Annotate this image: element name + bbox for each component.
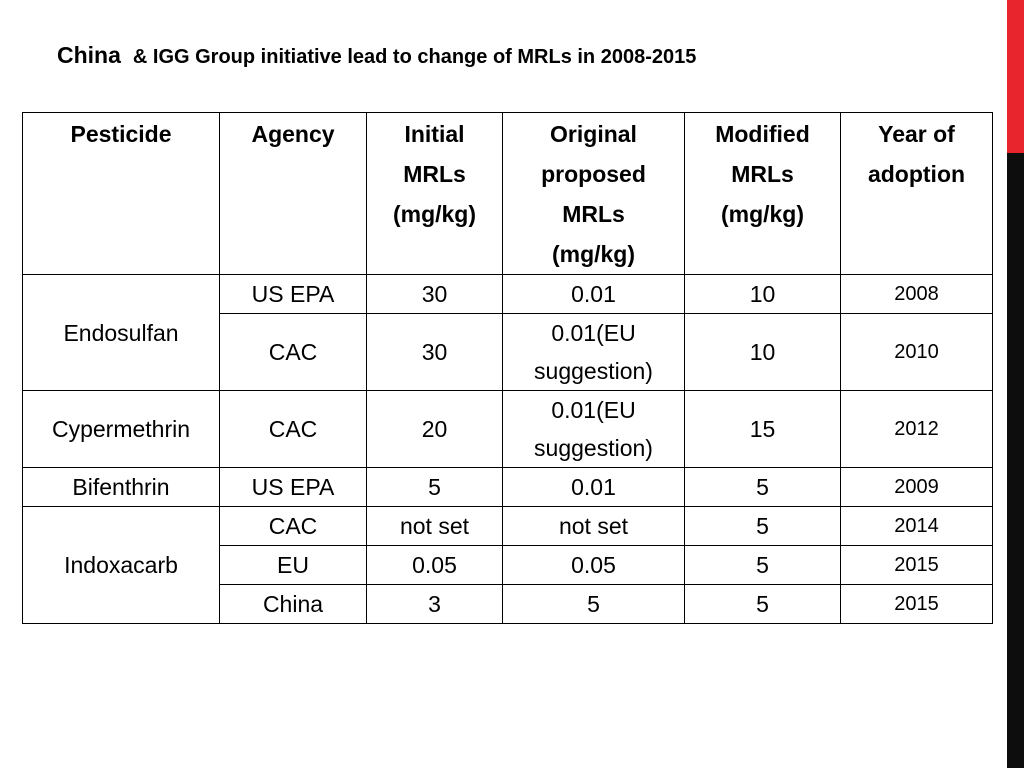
initial-mrl-cell: 30	[367, 314, 503, 391]
agency-cell: CAC	[220, 391, 367, 468]
modified-mrl-cell: 15	[685, 391, 841, 468]
original-mrl-cell: not set	[503, 507, 685, 546]
header-pesticide: Pesticide	[23, 113, 220, 275]
agency-cell: US EPA	[220, 468, 367, 507]
pesticide-cell: Bifenthrin	[23, 468, 220, 507]
modified-mrl-cell: 10	[685, 275, 841, 314]
year-cell: 2010	[841, 314, 993, 391]
initial-mrl-cell: 30	[367, 275, 503, 314]
table-row	[23, 468, 993, 507]
original-mrl-cell: 5	[503, 585, 685, 624]
year-cell: 2008	[841, 275, 993, 314]
original-mrl-cell: 0.01(EU suggestion)	[503, 391, 685, 468]
year-cell: 2015	[841, 585, 993, 624]
header-agency: Agency	[220, 113, 367, 275]
modified-mrl-cell: 10	[685, 314, 841, 391]
modified-mrl-cell: 5	[685, 546, 841, 585]
header-row	[23, 113, 993, 275]
initial-mrl-cell: 3	[367, 585, 503, 624]
modified-mrl-cell: 5	[685, 468, 841, 507]
year-cell: 2012	[841, 391, 993, 468]
table-row	[23, 275, 993, 314]
header-original-proposed-mrls: Original proposed MRLs (mg/kg)	[503, 113, 685, 275]
modified-mrl-cell: 5	[685, 585, 841, 624]
pesticide-cell: Cypermethrin	[23, 391, 220, 468]
table-row	[23, 391, 993, 468]
mrl-table	[22, 112, 993, 624]
original-mrl-cell: 0.05	[503, 546, 685, 585]
title-first-word: China	[57, 42, 121, 68]
header-modified-mrls: Modified MRLs (mg/kg)	[685, 113, 841, 275]
initial-mrl-cell: not set	[367, 507, 503, 546]
agency-cell: CAC	[220, 314, 367, 391]
initial-mrl-cell: 20	[367, 391, 503, 468]
agency-cell: EU	[220, 546, 367, 585]
title-rest: & IGG Group initiative lead to change of MRLs in 2008-2015	[132, 46, 697, 68]
original-mrl-cell: 0.01	[503, 468, 685, 507]
agency-cell: China	[220, 585, 367, 624]
agency-cell: CAC	[220, 507, 367, 546]
header-year-of-adoption: Year of adoption	[841, 113, 993, 275]
accent-bar-dark	[1007, 153, 1024, 768]
slide-title	[57, 42, 696, 69]
agency-cell: US EPA	[220, 275, 367, 314]
pesticide-cell: Endosulfan	[23, 275, 220, 391]
original-mrl-cell: 0.01(EU suggestion)	[503, 314, 685, 391]
pesticide-cell: Indoxacarb	[23, 507, 220, 624]
year-cell: 2014	[841, 507, 993, 546]
original-mrl-cell: 0.01	[503, 275, 685, 314]
initial-mrl-cell: 0.05	[367, 546, 503, 585]
year-cell: 2015	[841, 546, 993, 585]
initial-mrl-cell: 5	[367, 468, 503, 507]
modified-mrl-cell: 5	[685, 507, 841, 546]
accent-bar-red	[1007, 0, 1024, 153]
table-row	[23, 507, 993, 546]
header-initial-mrls: Initial MRLs (mg/kg)	[367, 113, 503, 275]
year-cell: 2009	[841, 468, 993, 507]
